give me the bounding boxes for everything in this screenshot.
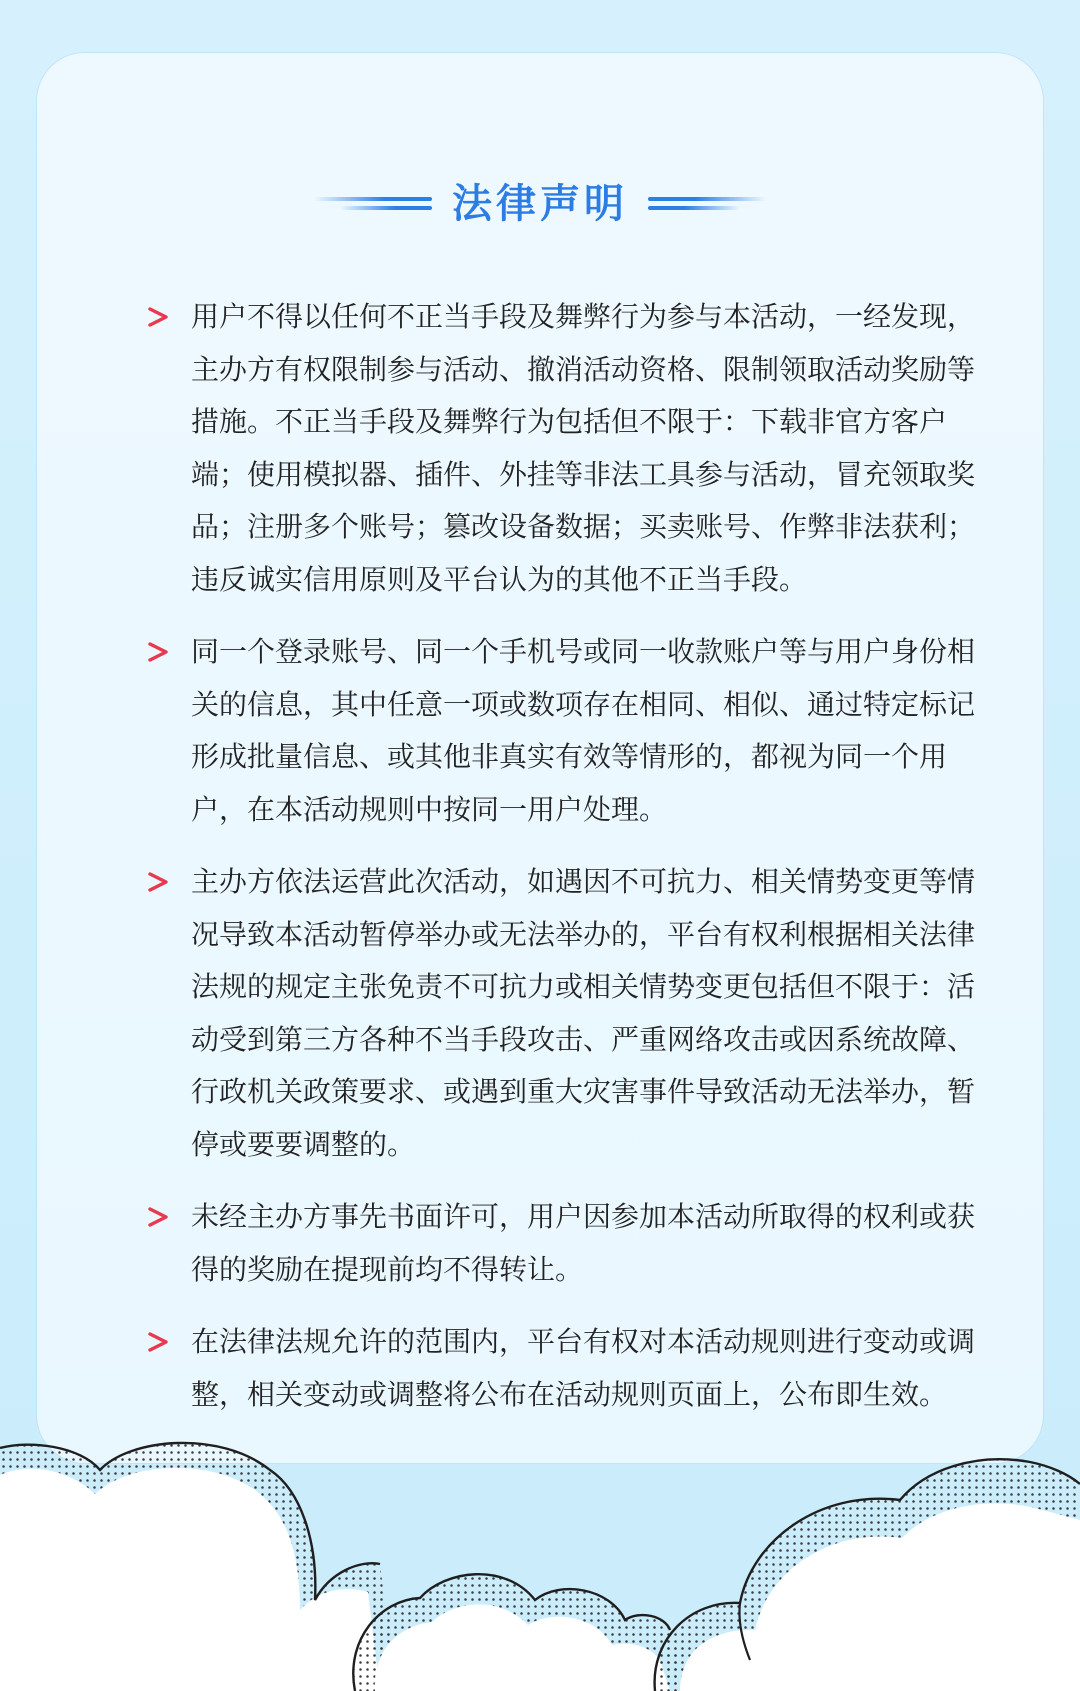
cloud-decoration xyxy=(0,1440,1080,1691)
title-decoration-left xyxy=(314,197,432,211)
list-item-text: 在法律法规允许的范围内，平台有权对本活动规则进行变动或调整，相关变动或调整将公布在活动规则页面上，公布即生效。 xyxy=(191,1325,976,1411)
cloud-middle xyxy=(353,1574,690,1691)
list-item xyxy=(147,291,1002,606)
legal-items-list xyxy=(147,291,1002,1441)
page-title: 法律声明 xyxy=(452,181,628,227)
list-item-text: 未经主办方事先书面许可，用户因参加本活动所取得的权利或获得的奖励在提现前均不得转让。 xyxy=(191,1200,976,1286)
list-item-text: 主办方依法运营此次活动，如遇因不可抗力、相关情势变更等情况导致本活动暂停举办或无法举办的，平台有权利根据相关法律法规的规定主张免责不可抗力或相关情势变更包括但不限于：活动受到第三方各种不当手段攻击、严重网络攻击或因系统故障、行政机关政策要求、或遇到重大灾害事件导致活动无法举办，暂停或要要调整的。 xyxy=(191,865,976,1161)
cloud-left xyxy=(0,1443,395,1691)
list-item-text: 同一个登录账号、同一个手机号或同一收款账户等与用户身份相关的信息，其中任意一项或数项存在相同、相似、通过特定标记形成批量信息、或其他非真实有效等情形的，都视为同一个用户，在本活动规则中按同一用户处理。 xyxy=(191,635,976,826)
list-item-text: 用户不得以任何不正当手段及舞弊行为参与本活动，一经发现，主办方有权限制参与活动、撤消活动资格、限制领取活动奖励等措施。不正当手段及舞弊行为包括但不限于：下载非官方客户端；使用模拟器、插件、外挂等非法工具参与活动，冒充领取奖品；注册多个账号；篡改设备数据；买卖账号、作弊非法获利；违反诚实信用原则及平台认为的其他不正当手段。 xyxy=(191,300,976,596)
chevron-right-icon xyxy=(147,1191,175,1243)
title-row xyxy=(37,169,1043,239)
chevron-right-icon xyxy=(147,856,175,908)
legal-notice-card xyxy=(37,53,1043,1463)
list-item xyxy=(147,1316,1002,1421)
chevron-right-icon xyxy=(147,291,175,343)
list-item xyxy=(147,626,1002,836)
chevron-right-icon xyxy=(147,626,175,678)
title-decoration-right xyxy=(648,197,766,211)
list-item xyxy=(147,856,1002,1171)
list-item xyxy=(147,1191,1002,1296)
cloud-right xyxy=(655,1459,1080,1691)
chevron-right-icon xyxy=(147,1316,175,1368)
